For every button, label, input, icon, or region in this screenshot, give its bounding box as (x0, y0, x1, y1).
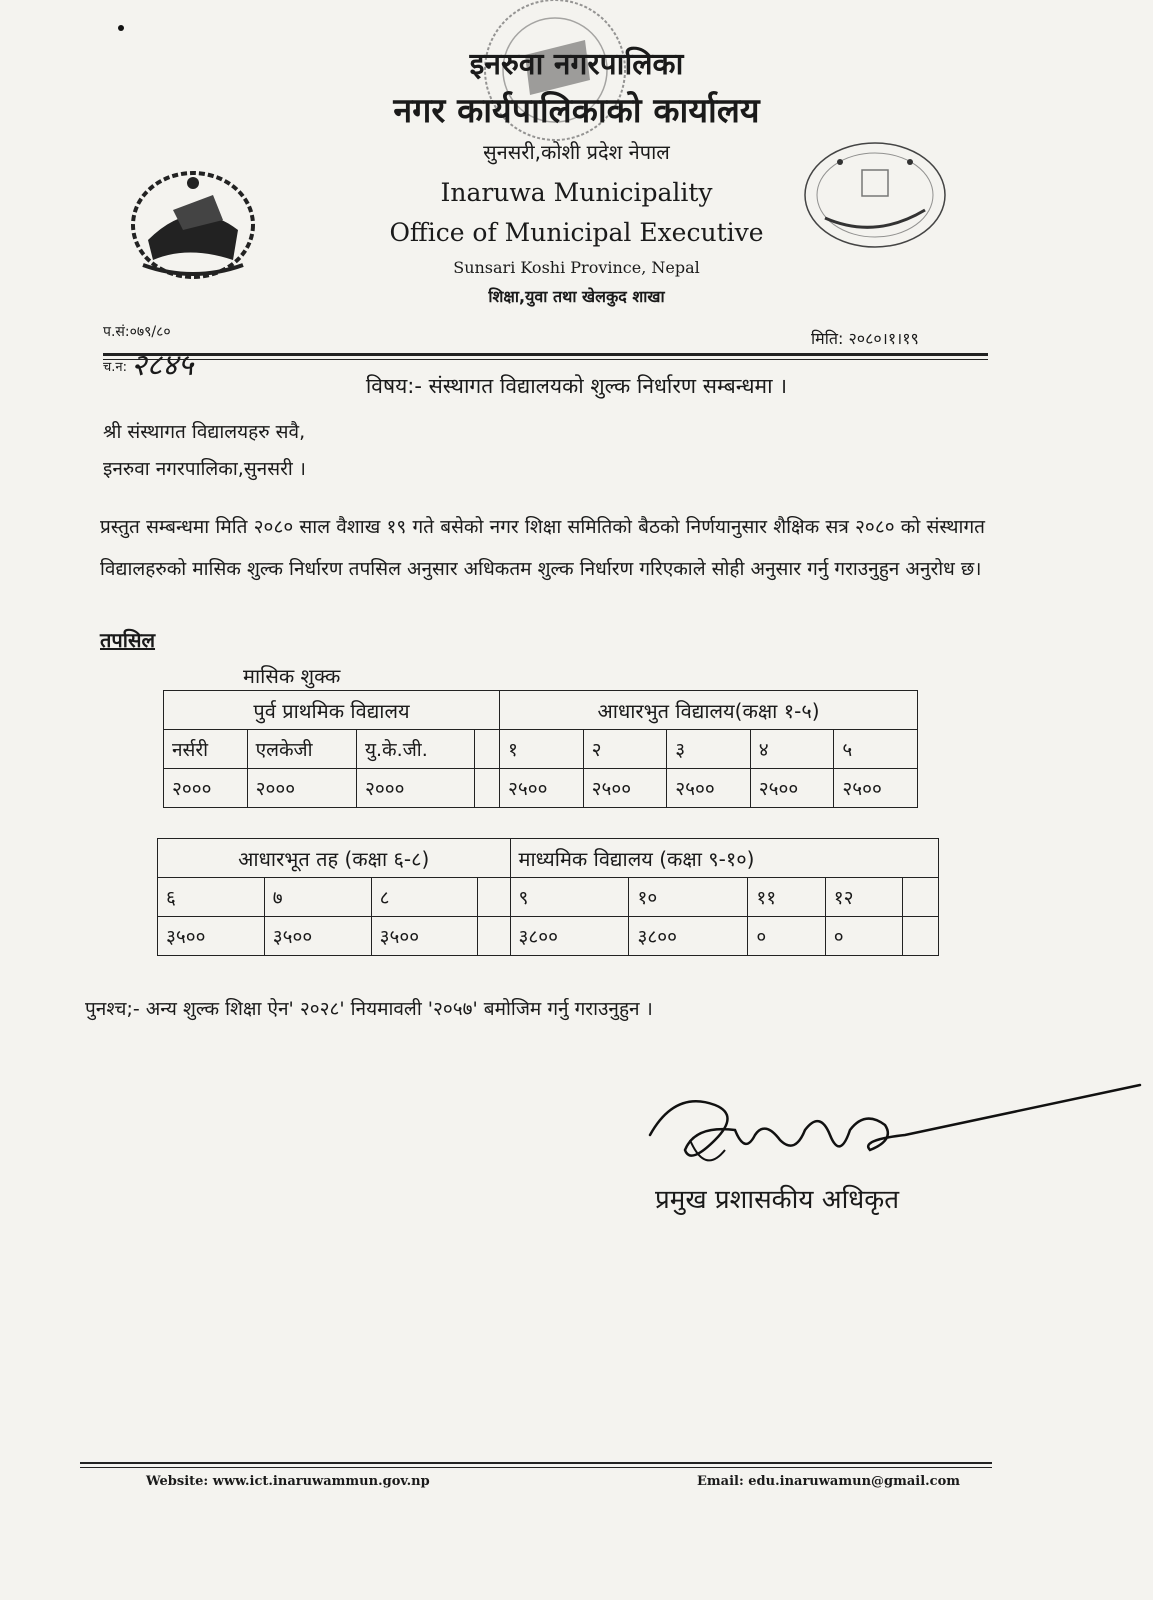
fee-table-primary (163, 690, 918, 808)
office-name-en: Office of Municipal Executive (389, 218, 764, 247)
table-row (164, 730, 918, 769)
website-link[interactable]: Website: www.ict.inaruwammun.gov.np (146, 1474, 430, 1489)
section-name: शिक्षा,युवा तथा खेलकुद शाखा (488, 287, 665, 306)
addressee-line-2: इनरुवा नगरपालिका,सुनसरी । (103, 458, 307, 480)
table-cell: नर्सरी (164, 730, 248, 769)
addressee-line-1: श्री संस्थागत विद्यालयहरु सवै, (103, 421, 306, 443)
fee-table-secondary (157, 838, 939, 956)
table-cell: ६ (158, 878, 265, 917)
table-cell: २५०० (667, 769, 751, 808)
table-row (158, 917, 939, 956)
header-divider-thin (103, 359, 988, 360)
footer-divider (80, 1462, 992, 1464)
tapasil-heading: तपसिल (100, 628, 156, 652)
table-cell: २००० (164, 769, 248, 808)
org-name-np: इनरुवा नगरपालिका (469, 47, 684, 82)
table-cell: ११ (748, 878, 825, 917)
group-header: माध्यमिक विद्यालय (कक्षा ९-१०) (510, 839, 938, 878)
group-header: आधारभूत तह (कक्षा ६-८) (158, 839, 511, 878)
table-cell (903, 878, 939, 917)
table-cell: ३५०० (264, 917, 371, 956)
table-cell: ३८०० (510, 917, 629, 956)
table-cell (478, 917, 510, 956)
group-header: आधारभुत विद्यालय(कक्षा १-५) (500, 691, 918, 730)
table-cell: २००० (247, 769, 356, 808)
table-cell: २५०० (583, 769, 667, 808)
table-cell: ३५०० (158, 917, 265, 956)
table-cell: ३५०० (371, 917, 478, 956)
table-cell: ९ (510, 878, 629, 917)
letter-body: प्रस्तुत सम्बन्धमा मिति २०८० साल वैशाख १९ गते बसेको नगर शिक्षा समितिको बैठको निर्णयानुसार शैक्षिक सत्र २०८० को संस्थागत विद्यालहरुको मासिक शुल्क निर्धारण तपसिल अनुसार अधिकतम शुल्क निर्धारण गरिएकाले सोही अनुसार गर्नु गराउनुहुन अनुरोध छ। (100, 516, 985, 580)
table-cell: ५ (834, 730, 918, 769)
signatory-title: प्रमुख प्रशासकीय अधिकृत (655, 1185, 900, 1215)
postscript: पुनश्च;- अन्य शुल्क शिक्षा ऐन' २०२८' नियमावली '२०५७' बमोजिम गर्नु गराउनुहुन । (85, 998, 653, 1020)
table-cell (474, 769, 499, 808)
date-value: २०८०।१।१९ (848, 329, 919, 348)
email-link[interactable]: Email: edu.inaruwamun@gmail.com (697, 1474, 961, 1489)
subject-line: विषय:- संस्थागत विद्यालयको शुल्क निर्धारण सम्बन्धमा । (365, 374, 788, 398)
table-cell (903, 917, 939, 956)
date-label: मिति: (811, 329, 844, 348)
table-cell: ७ (264, 878, 371, 917)
table-cell: १० (629, 878, 748, 917)
table-cell: १२ (825, 878, 902, 917)
location-en: Sunsari Koshi Province, Nepal (453, 258, 700, 277)
footer-divider-thin (80, 1467, 992, 1468)
table-cell: २ (583, 730, 667, 769)
table-cell: २५०० (750, 769, 834, 808)
table-row (158, 878, 939, 917)
org-name-en: Inaruwa Municipality (440, 178, 713, 207)
table-row (164, 769, 918, 808)
header-divider (103, 353, 988, 356)
table-cell: यु.के.जी. (357, 730, 475, 769)
scan-dot (118, 25, 124, 31)
chana-label: च.न: (103, 360, 127, 375)
office-name-np: नगर कार्यपालिकाको कार्यालय (393, 91, 760, 131)
signature-icon (645, 1080, 1145, 1190)
group-header: पुर्व प्राथमिक विद्यालय (164, 691, 500, 730)
table-cell: ० (748, 917, 825, 956)
table-cell: एलकेजी (247, 730, 356, 769)
table-cell: २००० (357, 769, 475, 808)
table-cell (478, 878, 510, 917)
chana-value: २८४५ (130, 348, 194, 383)
ps-value: ०७९/८० (129, 324, 171, 340)
table-cell: ४ (750, 730, 834, 769)
table-cell: २५०० (500, 769, 584, 808)
table-cell: २५०० (834, 769, 918, 808)
table-cell (474, 730, 499, 769)
fee-table-title: मासिक शुक्क (243, 664, 341, 688)
table-cell: ८ (371, 878, 478, 917)
table-cell: ० (825, 917, 902, 956)
table-cell: १ (500, 730, 584, 769)
letter-date (811, 327, 919, 349)
location-np: सुनसरी,कोशी प्रदेश नेपाल (483, 140, 670, 164)
table-cell: ३८०० (629, 917, 748, 956)
letter-number (103, 322, 171, 341)
table-cell: ३ (667, 730, 751, 769)
ps-label: प.सं: (103, 324, 130, 340)
